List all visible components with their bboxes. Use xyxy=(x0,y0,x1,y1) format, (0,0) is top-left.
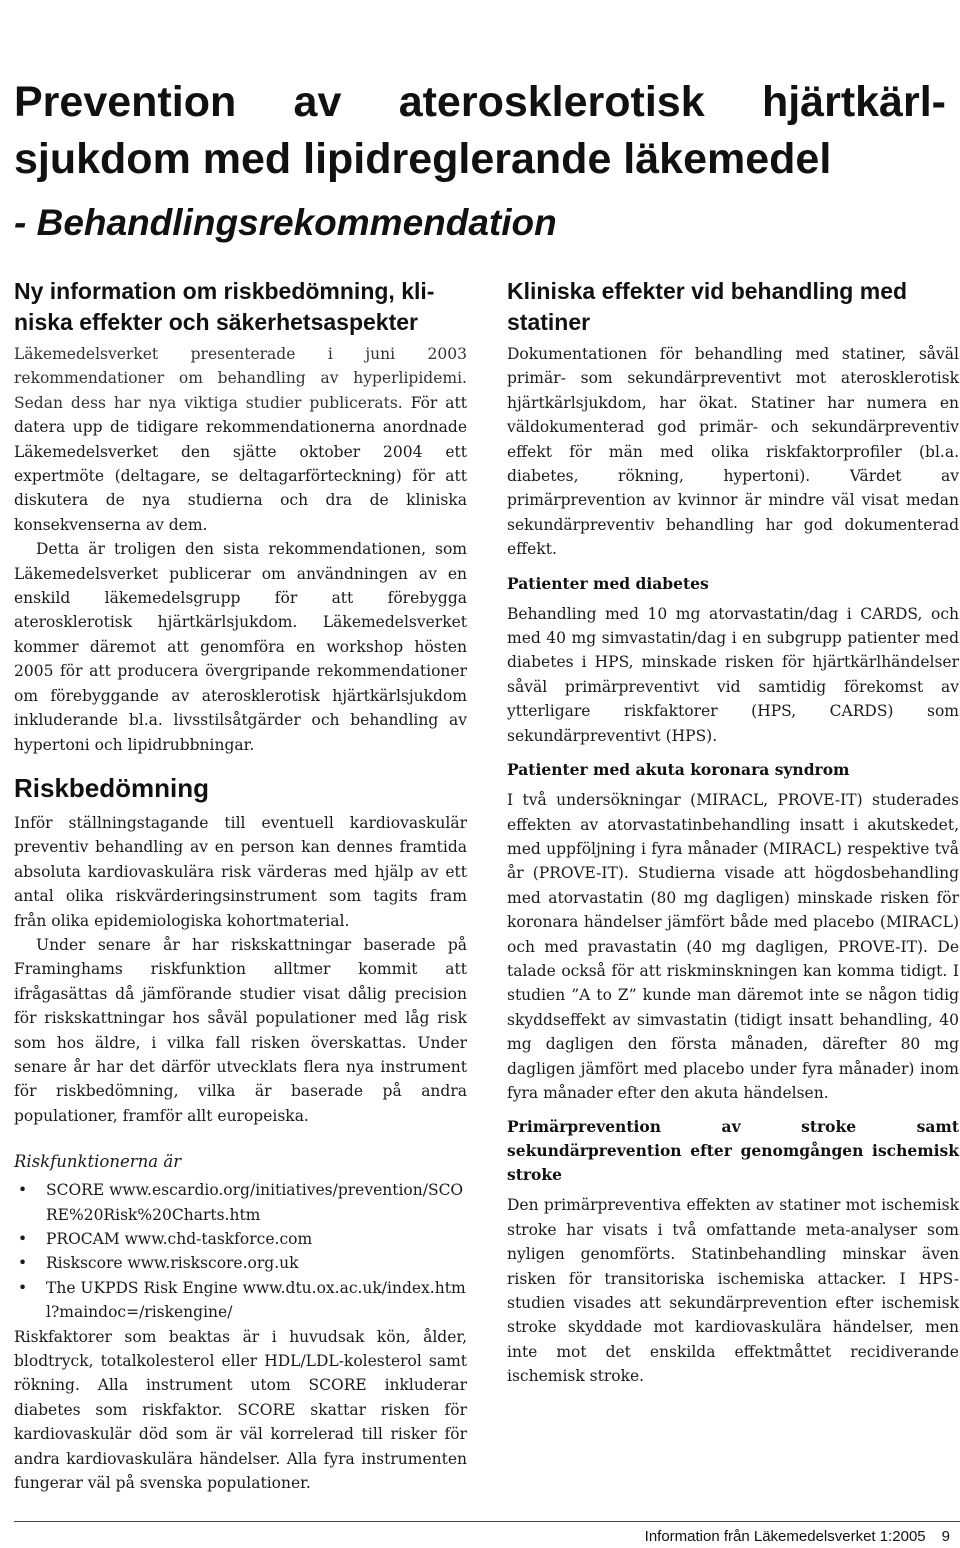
footer-publication: Information från Läkemedelsverket 1:2005 xyxy=(644,1528,926,1545)
clinical-paragraph: Dokumentationen för behandling med statiner, såväl primär- som sekundärpreventivt mot aterosklerotisk hjärtkärlsjukdom, har ökat. Statiner har numera en väldokumenterad god primär- och sekundärpreventiv effekt för män med olika riskfaktorprofiler (bl.a. diabetes, rökning, hypertoni). Värdet av primärprevention av kvinnor är mindre väl visat medan sekundärpreventiv behandling har god dokumenterad effekt. xyxy=(507,345,959,559)
intro-continued-text: För att datera upp de tidigare rekommendationerna anordnade Läkemedelsverket den sjätte oktober 2004 ett expertmöte (deltagare, se deltagarförteckning) för att diskutera de nya studierna och dra de kliniska konsekvenserna av dem. xyxy=(14,393,467,534)
intro-heading xyxy=(14,276,467,338)
intro-paragraph-2: Detta är troligen den sista rekommendationen, som Läkemedelsverket publicerar om användningen av en enskild läkemedelsgrupp för att förebygga aterosklerotisk hjärtkärlsjukdom. Läkemedelsverket kommer däremot att genomföra en workshop hösten 2005 för att producera övergripande rekommendationer om förebyggande av aterosklerotisk hjärtkärlsjukdom inkluderande bl.a. livsstilsåtgärder och behandling av hypertoni och lipidrubbningar. xyxy=(14,540,467,754)
footer xyxy=(645,1527,950,1547)
title-word: av xyxy=(293,78,342,126)
title-word: Prevention xyxy=(14,78,237,126)
risk-paragraph-3: Riskfaktorer som beaktas är i huvudsak kön, ålder, blodtryck, totalkolesterol eller HDL/LDL-kolesterol samt rökning. Alla instrument utom SCORE inkluderar diabetes som riskfaktor. SCORE skattar risken för kardiovaskulär död som är väl korrelerad till risker för andra kardiovaskulära händelser. Alla fyra instrumenten fungerar väl på svenska populationer. xyxy=(14,1327,467,1493)
stroke-paragraph: Den primärpreventiva effekten av statiner mot ischemisk stroke har visats i två omfattande meta-analyser som nyligen genomförts. Statinbehandling minskar även risken för transitoriska ischemiska attacker. I HPS- studien visades att sekundärprevention efter ischemisk stroke skyddade mot kardiovaskulära händelser, men inte mot det enskilda effektmåttet recidiverande ischemisk stroke. xyxy=(507,1196,959,1386)
right-column xyxy=(507,276,959,1389)
risk-paragraph-2: Under senare år har riskskattningar baserade på Framinghams riskfunktion alltmer kommit att ifrågasättas då jämförande studier visat dålig precision för riskskattningar hos såväl populationer med låg risk som hos äldre, i vilka fall risken överskattas. Under senare år har det därför utvecklats flera nya instrument för riskbedömning, vilka är baserade på andra populationer, framför allt europeiska. xyxy=(14,935,467,1125)
title-word: hjärtkärl- xyxy=(761,78,946,126)
risk-functions-list xyxy=(14,1178,467,1324)
risk-heading: Riskbedömning xyxy=(14,772,210,803)
left-column xyxy=(14,276,467,1495)
diabetes-heading: Patienter med diabetes xyxy=(507,573,709,593)
risk-paragraph-1: Inför ställningstagande till eventuell kardiovaskulär preventiv behandling av en person kan dennes framtida absoluta kardiovaskulära risk värderas med hjälp av ett antal olika riskvärderingsinstrument som tagits fram från olika epidemiologiska kohortmaterial. xyxy=(14,813,467,930)
list-item[interactable]: • PROCAM www.chd-taskforce.com xyxy=(14,1227,467,1251)
title-line-1 xyxy=(14,74,946,131)
acs-paragraph: I två undersökningar (MIRACL, PROVE-IT) studerades effekten av atorvastatinbehandling insatt i akutskedet, med uppföljning i fyra månader (MIRACL) respektive två år (PROVE-IT). Studierna visade att högdosbehandling med atorvastatin (80 mg dagligen) minskade risken för koronara händelser jämfört både med placebo (MIRACL) och med pravastatin (40 mg dagligen, PROVE-IT). De talade också för att riskminskningen kan komma tidigt. I studien ”A to Z” kunde man däremot inte se någon tidig skyddseffekt av simvastatin (tidigt insatt behandling, 40 mg dagligen den första månaden, därefter 80 mg dagligen jämfört med placebo under fyra månader) inom fyra månader efter den akuta händelsen. xyxy=(507,791,959,1102)
intro-heading-line-1: Ny information om riskbedömning, kli- xyxy=(14,278,435,304)
footer-divider xyxy=(14,1521,960,1522)
page-title xyxy=(14,74,954,188)
clinical-heading-line-2: statiner xyxy=(507,309,591,335)
page-number: 9 xyxy=(941,1528,950,1545)
clinical-effects-heading xyxy=(507,276,959,338)
intro-paragraph-1 xyxy=(14,342,467,537)
stroke-heading: Primärprevention av stroke samt sekundärprevention efter genomgången ischemisk stroke xyxy=(507,1117,959,1185)
intro-lead-text: Läkemedelsverket presenterade i juni 2003 rekommendationer om behandling av hyperlipidemi. Sedan dess har nya viktiga studier publicerats. xyxy=(14,345,467,412)
acs-heading: Patienter med akuta koronara syndrom xyxy=(507,760,850,780)
list-item[interactable]: • Riskscore www.riskscore.org.uk xyxy=(14,1251,467,1275)
list-item[interactable]: • SCORE www.escardio.org/initiatives/prevention/SCORE%20Risk%20Charts.htm xyxy=(14,1178,467,1227)
intro-heading-line-2: niska effekter och säkerhetsaspekter xyxy=(14,309,418,335)
list-item[interactable]: • The UKPDS Risk Engine www.dtu.ox.ac.uk/index.html?maindoc=/riskengine/ xyxy=(14,1276,467,1325)
page-subtitle: - Behandlingsrekommendation xyxy=(14,202,557,243)
risk-functions-heading: Riskfunktionerna är xyxy=(14,1152,182,1172)
diabetes-paragraph: Behandling med 10 mg atorvastatin/dag i CARDS, och med 40 mg simvastatin/dag i en subgrupp patienter med diabetes i HPS, minskade risken för hjärtkärlhändelser såväl primärpreventivt vid samtidig förekomst av ytterligare riskfaktorer (HPS, CARDS) som sekundärpreventivt (HPS). xyxy=(507,604,959,745)
clinical-heading-line-1: Kliniska effekter vid behandling med xyxy=(507,278,908,304)
title-word: aterosklerotisk xyxy=(398,78,705,126)
title-line-2: sjukdom med lipidreglerande läkemedel xyxy=(14,135,832,183)
